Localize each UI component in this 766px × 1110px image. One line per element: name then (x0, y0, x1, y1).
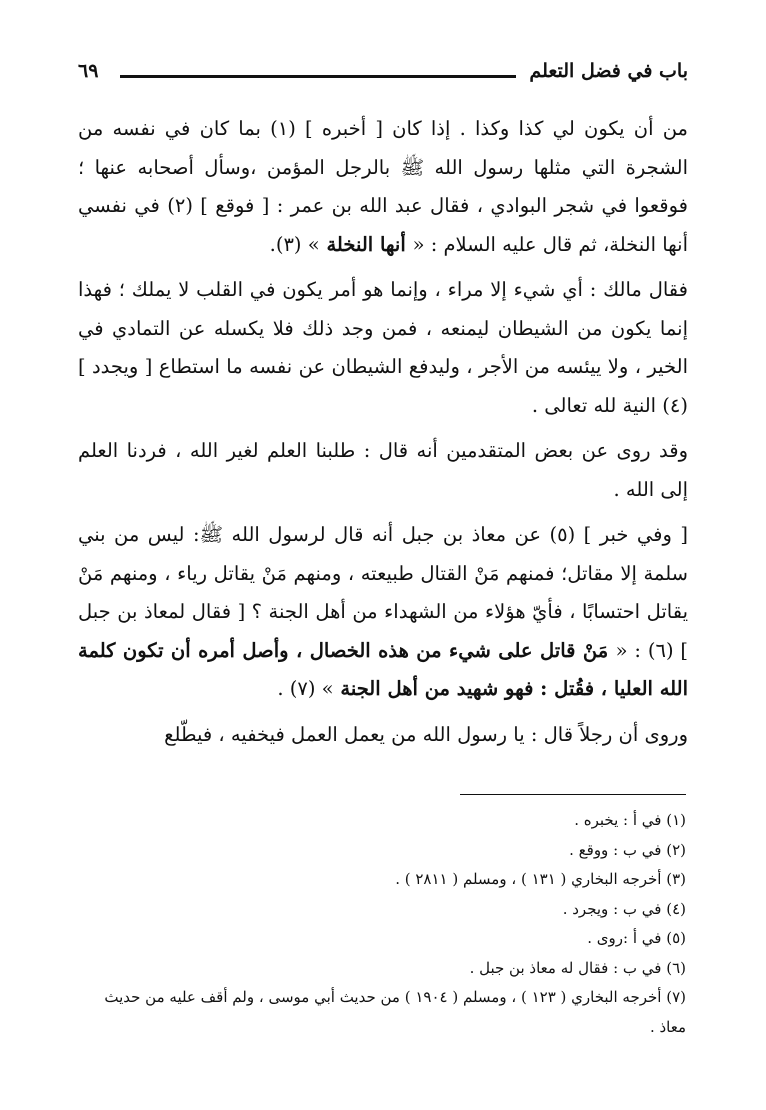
chapter-title: باب في فضل التعلم (529, 60, 688, 82)
paragraph-4-end: » (٧) . (277, 677, 334, 700)
paragraph-1-text: من أن يكون لي كذا وكذا . إذا كان [ أخبره ] (١) بما كان في نفسه من الشجرة التي مثلها رسول الله ﷺ بالرجل المؤمن ،وسأل أصحابه عنها ؛ فوقعوا في شجر البوادي ، فقال عبد الله بن عمر : [ فوقع ] (٢) في نفسي أنها النخلة، ثم قال عليه السلام : « (78, 117, 689, 256)
main-text (78, 110, 688, 761)
footnote-5: (٥) في أ :روى . (587, 929, 686, 947)
footnote-2: (٢) في ب : ووقع . (569, 840, 686, 859)
paragraph-1-quote: أنها النخلة (319, 232, 413, 256)
paragraph-4 (78, 516, 688, 709)
footnote-3: (٣) أخرجه البخاري ( ١٣١ ) ، ومسلم ( ٢٨١١ ) . (395, 870, 686, 888)
footnote-1: (١) في أ : يخبره . (574, 811, 686, 829)
paragraph-5: وروى أن رجلاً قال : يا رسول الله من يعمل العمل فيخفيه ، فيطّلع (164, 722, 688, 746)
paragraph-1 (78, 110, 688, 264)
footnote-6: (٦) في ب : فقال له معاذ بن جبل . (469, 958, 686, 977)
footnotes (78, 806, 686, 1042)
paragraph-1-end: » (٣). (269, 232, 320, 256)
footnote-separator (460, 794, 686, 795)
page-number: ٦٩ (78, 60, 99, 82)
paragraph-4-quote: مَنْ قاتل على شيء من هذه الخصال ، وأصل أمره أن تكون كلمة الله العليا ، فقُتل : فهو شهيد من أهل الجنة (78, 638, 688, 700)
paragraph-4-text: [ وفي خبر ] (٥) عن معاذ بن جبل أنه قال لرسول الله ﷺ: ليس من بني سلمة إلا مقاتل؛ فمنهم مَنْ القتال طبيعته ، ومنهم مَنْ يقاتل رياء ، ومنهم مَنْ يقاتل احتسابًا ، فأيّ هؤلاء من الشهداء من أهل الجنة ؟ [ فقال لمعاذ بن جبل ] (٦) : « (78, 523, 689, 662)
paragraph-3: وقد روى عن بعض المتقدمين أنه قال : طلبنا العلم لغير الله ، فردنا العلم إلى الله . (78, 439, 688, 501)
footnote-4: (٤) في ب : ويجرد . (562, 899, 686, 918)
running-header (78, 60, 688, 94)
header-rule (120, 75, 516, 78)
footnote-7: (٧) أخرجه البخاري ( ١٢٣ ) ، ومسلم ( ١٩٠٤ ) من حديث أبي موسى ، ولم أقف عليه من حديث معاذ . (104, 988, 686, 1036)
paragraph-2: فقال مالك : أي شيء إلا مراء ، وإنما هو أمر يكون في القلب لا يملك ؛ فهذا إنما يكون من الشيطان ليمنعه ، فمن وجد ذلك فلا يكسله عن التمادي في الخير ، ولا ييئسه من الأجر ، وليدفع الشيطان عن نفسه ما استطاع [ ويجدد ] (٤) النية لله تعالى . (78, 278, 688, 417)
